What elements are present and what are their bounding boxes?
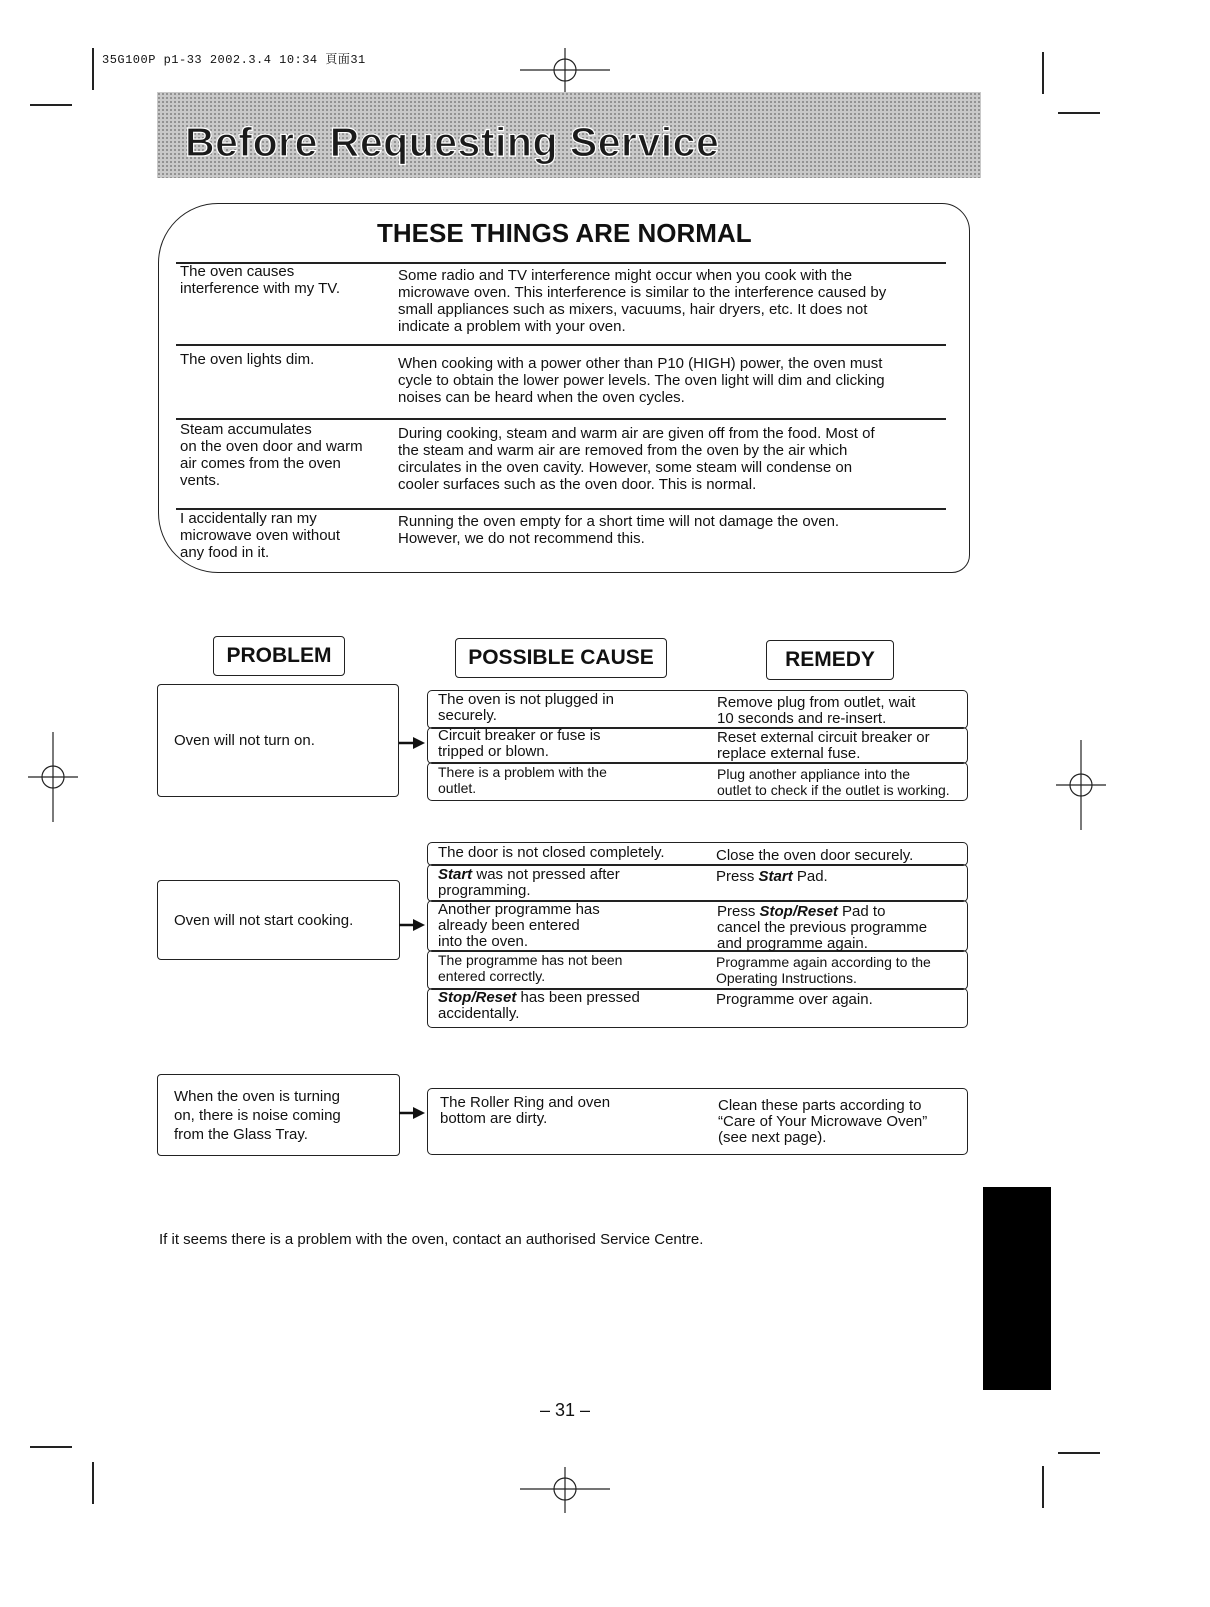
cause-text: The oven is not plugged in securely. xyxy=(438,691,614,724)
problem-box xyxy=(157,1074,400,1156)
stop-reset-pad-label: Stop/Reset xyxy=(759,903,838,920)
remedy-text: Programme over again. xyxy=(716,991,873,1008)
remedy-text: Remove plug from outlet, wait 10 seconds and re-insert. xyxy=(717,694,916,727)
section-tab xyxy=(983,1187,1051,1390)
remedy-text xyxy=(717,904,927,952)
crop-mark xyxy=(30,104,72,106)
crop-mark xyxy=(1058,112,1100,114)
remedy-text: Programme again according to the Operating Instructions. xyxy=(716,954,931,986)
crop-mark xyxy=(1058,1452,1100,1454)
footer-note: If it seems there is a problem with the oven, contact an authorised Service Centre. xyxy=(159,1231,704,1248)
problem-box xyxy=(157,684,399,797)
page-title: Before Requesting Service xyxy=(185,119,720,165)
crop-mark xyxy=(92,48,94,90)
crop-mark xyxy=(92,1462,94,1504)
remedy-text: Close the oven door securely. xyxy=(716,847,914,864)
registration-mark-icon xyxy=(28,732,78,822)
normal-issue: I accidentally ran my microwave oven without any food in it. xyxy=(180,510,341,561)
crop-mark xyxy=(30,1446,72,1448)
arrow-right-icon xyxy=(399,736,425,750)
divider xyxy=(176,344,946,346)
page-number: – 31 – xyxy=(540,1400,591,1420)
registration-mark-icon xyxy=(520,1465,610,1515)
divider xyxy=(176,418,946,420)
start-pad-label: Start xyxy=(758,868,793,885)
registration-mark-icon xyxy=(520,46,610,96)
normal-explanation: When cooking with a power other than P10 (HIGH) power, the oven must cycle to obtain the lower power levels. The oven light will dim and clicking noises can be heard when the oven cycles. xyxy=(398,355,885,406)
remedy-text: Clean these parts according to “Care of Your Microwave Oven” (see next page). xyxy=(718,1097,928,1146)
normal-issue: Steam accumulates on the oven door and warm air comes from the oven vents. xyxy=(180,421,363,489)
print-header: 35G100P p1-33 2002.3.4 10:34 頁面31 xyxy=(102,53,366,67)
normal-things-title: THESE THINGS ARE NORMAL xyxy=(377,218,752,248)
cause-text-rest: has been pressed accidentally. xyxy=(438,989,640,1022)
normal-issue: The oven causes interference with my TV. xyxy=(180,263,341,297)
cause-text-rest: was not pressed after programming. xyxy=(438,866,620,899)
remedy-text-pre: Press xyxy=(717,903,760,920)
cause-text: The programme has not been entered correctly. xyxy=(438,952,623,984)
cause-text xyxy=(438,867,620,899)
remedy-text-rest: Pad to cancel the previous programme and programme again. xyxy=(717,903,928,952)
crop-mark xyxy=(1042,1466,1044,1508)
problem-text: When the oven is turning on, there is noise coming from the Glass Tray. xyxy=(174,1087,341,1143)
remedy-text-pre: Press xyxy=(716,868,759,885)
normal-explanation: Running the oven empty for a short time will not damage the oven. However, we do not recommend this. xyxy=(398,513,840,547)
cause-text: The Roller Ring and oven bottom are dirty. xyxy=(440,1094,611,1127)
arrow-right-icon xyxy=(399,918,425,932)
remedy-text-rest: Pad. xyxy=(792,868,828,885)
problem-box xyxy=(157,880,400,960)
remedy-text xyxy=(716,869,828,885)
problem-header: PROBLEM xyxy=(213,636,345,676)
normal-explanation: During cooking, steam and warm air are given off from the food. Most of the steam and warm air are removed from the oven by the air which circulates in the oven cavity. However, some steam will condense on cooler surfaces such as the oven door. This is normal. xyxy=(398,425,875,493)
cause-text xyxy=(438,990,640,1022)
remedy-header: REMEDY xyxy=(766,640,894,680)
cause-text: Another programme has already been entered into the oven. xyxy=(438,901,600,950)
stop-reset-pad-label: Stop/Reset xyxy=(438,989,517,1006)
cause-text: There is a problem with the outlet. xyxy=(438,764,607,796)
normal-issue: The oven lights dim. xyxy=(180,351,315,368)
problem-text: Oven will not start cooking. xyxy=(174,911,354,929)
cause-text: The door is not closed completely. xyxy=(438,844,665,861)
normal-explanation: Some radio and TV interference might occur when you cook with the microwave oven. This interference is similar to the interference caused by small appliances such as mixers, vacuums, hair dryers, etc. It does not indicate a problem with your oven. xyxy=(398,267,887,335)
registration-mark-icon xyxy=(1056,740,1106,830)
remedy-text: Reset external circuit breaker or replace external fuse. xyxy=(717,729,930,762)
possible-cause-header: POSSIBLE CAUSE xyxy=(455,638,667,678)
crop-mark xyxy=(1042,52,1044,94)
remedy-text: Plug another appliance into the outlet to check if the outlet is working. xyxy=(717,766,950,798)
problem-text: Oven will not turn on. xyxy=(174,732,315,749)
arrow-right-icon xyxy=(399,1106,425,1120)
start-pad-label: Start xyxy=(438,866,473,883)
cause-text: Circuit breaker or fuse is tripped or blown. xyxy=(438,727,601,760)
